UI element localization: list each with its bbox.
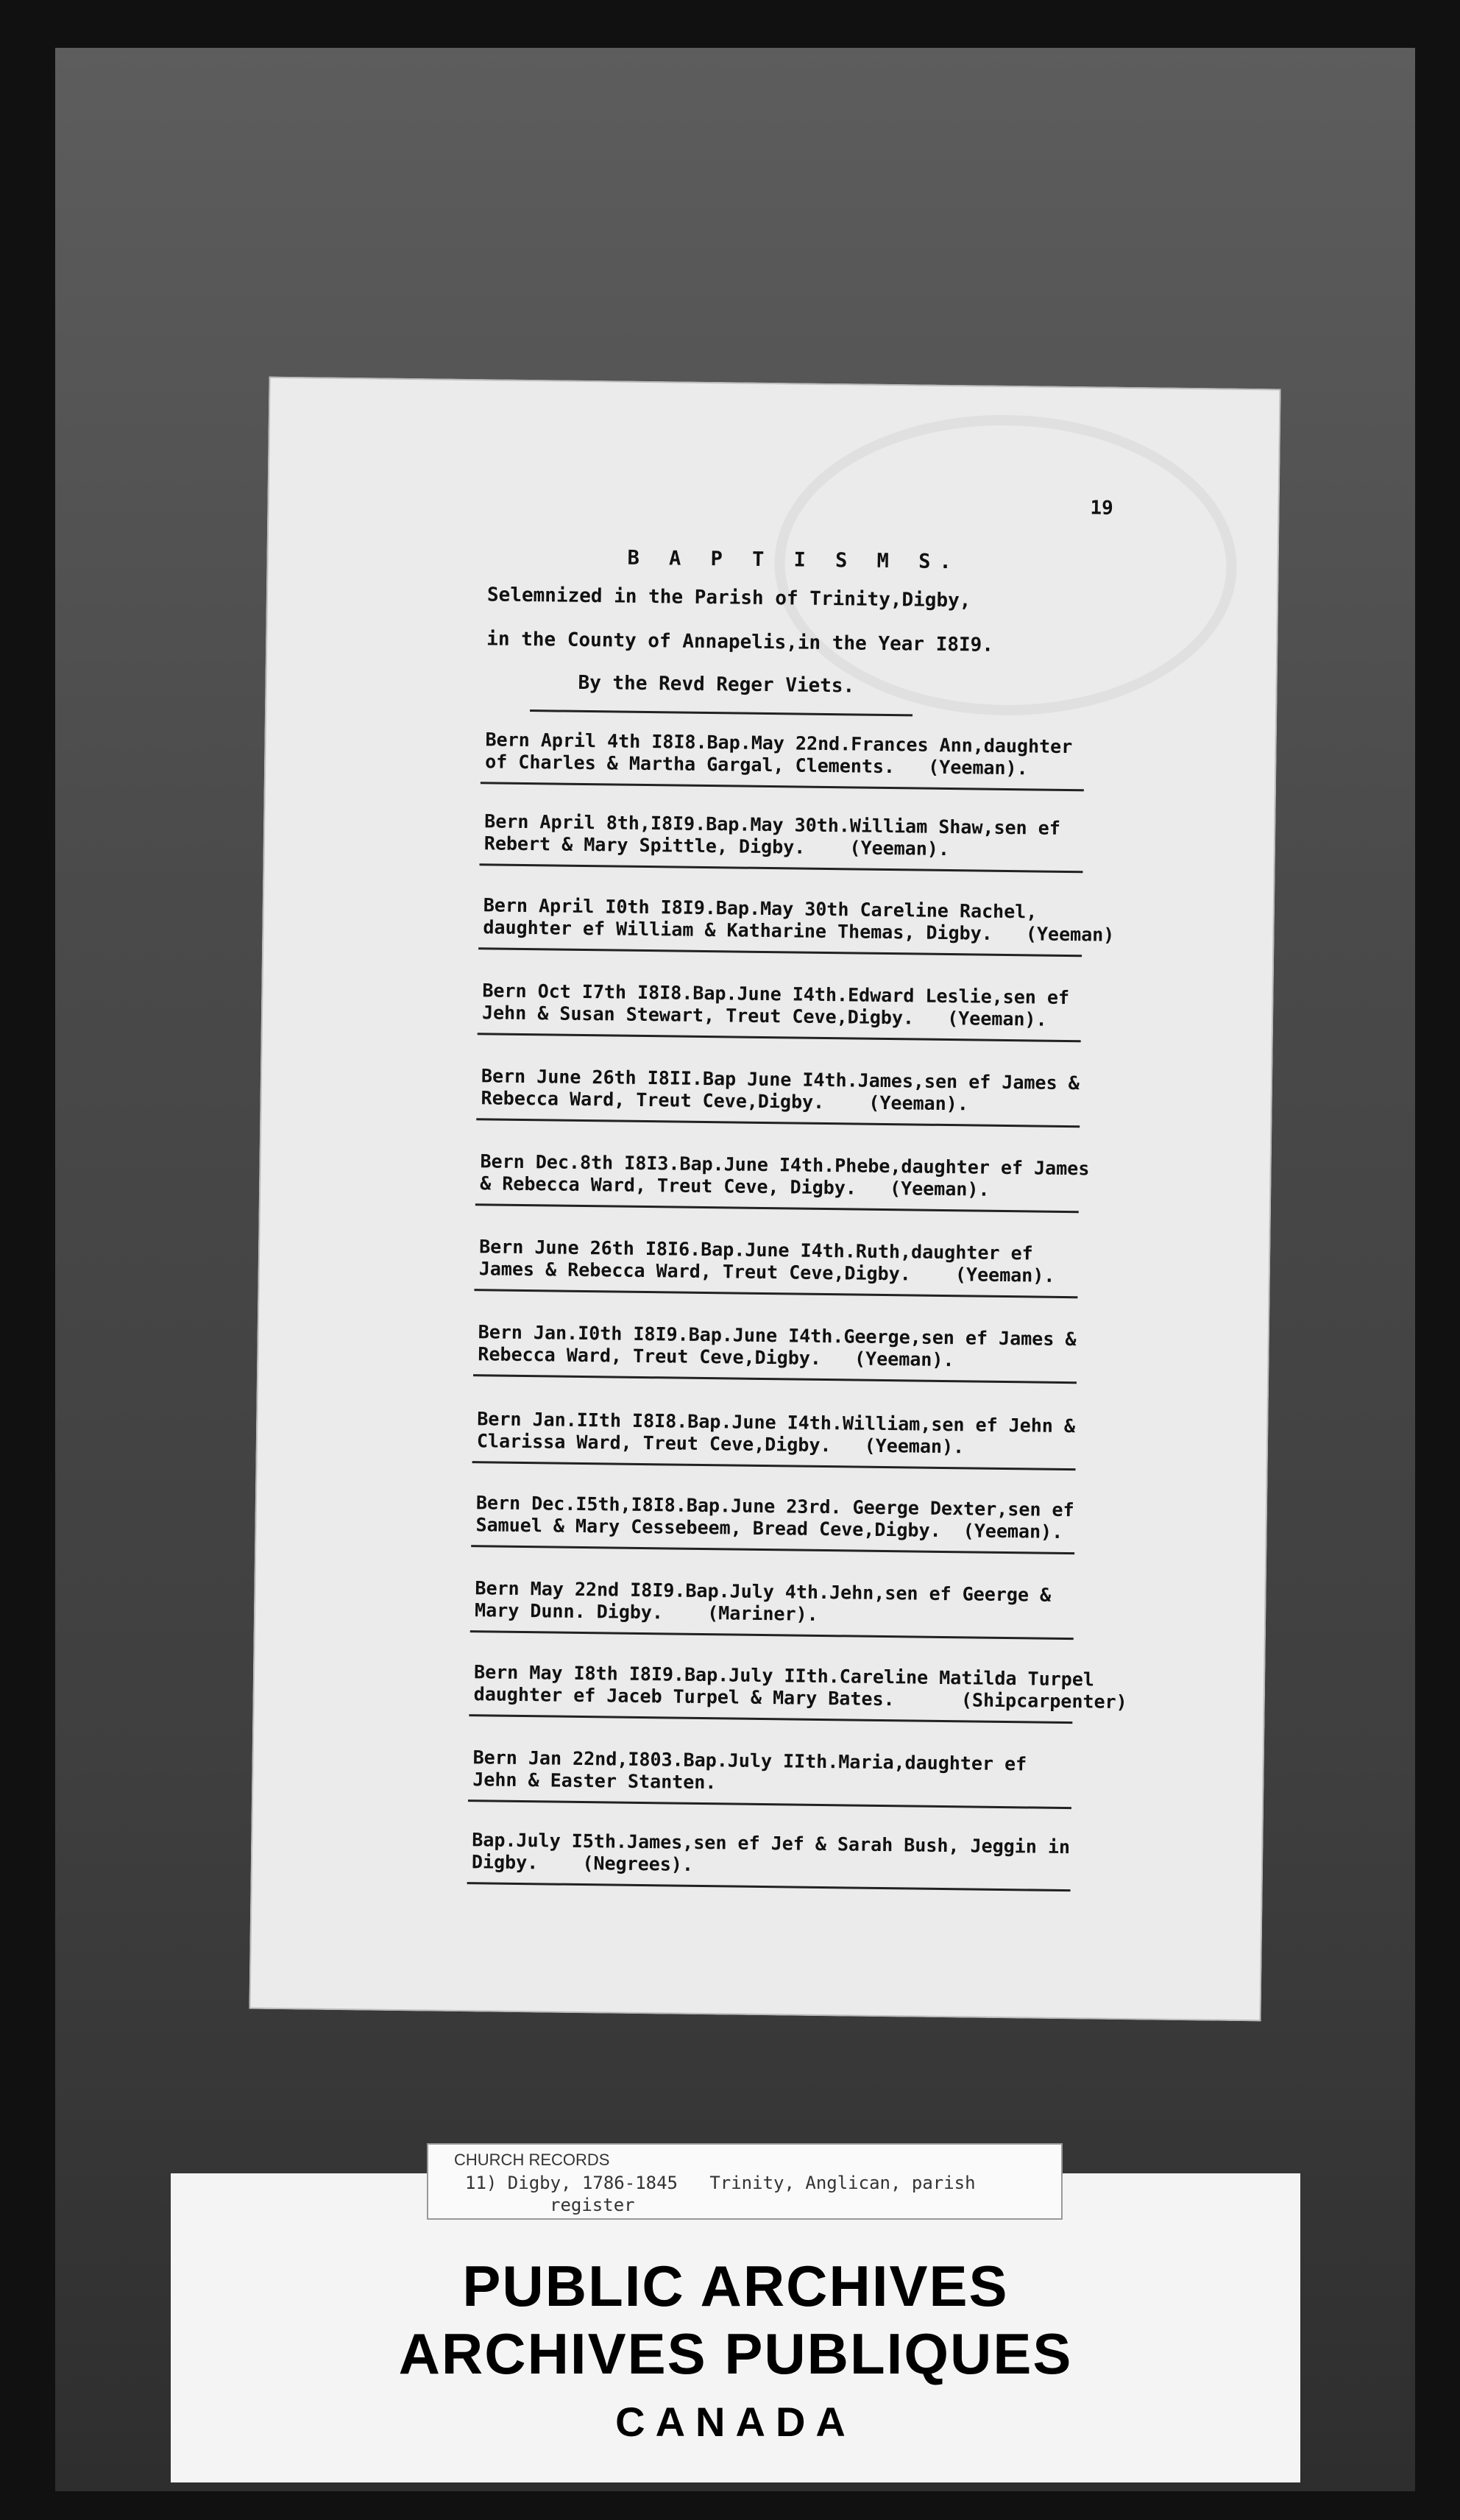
archives-line-country: CANADA (615, 2399, 856, 2445)
baptism-entry (472, 1829, 1238, 1894)
baptism-entry (480, 1150, 1246, 1215)
entry-line: Bern May I8th I8I9.Bap.July IIth.Careline Matilda Turpel (473, 1661, 1095, 1691)
entry-line: Bern June 26th I8I6.Bap.June I4th.Ruth,daughter ef (479, 1236, 1033, 1264)
entry-line: Bern April 4th I8I8.Bap.May 22nd.Frances Ann,daughter (485, 729, 1073, 758)
baptism-entries (249, 377, 1281, 2022)
entry-line: Bern Jan.IIth I8I8.Bap.June I4th.William,sen ef Jehn & (477, 1408, 1076, 1437)
baptism-entry (473, 1661, 1239, 1726)
entry-line: Bern April I0th I8I9.Bap.May 30th Careline Rachel, (483, 894, 1038, 923)
entry-line: Clarissa Ward, Treut Ceve,Digby. (Yeeman). (476, 1430, 965, 1458)
entry-divider (469, 1714, 1072, 1724)
entry-line: daughter ef William & Katharine Themas, Digby. (Yeeman) (483, 916, 1115, 946)
entry-divider (470, 1630, 1074, 1640)
baptism-entry (481, 1065, 1247, 1130)
page-number: 19 (1090, 497, 1113, 520)
baptism-entry (477, 1408, 1243, 1473)
entry-line: Mary Dunn. Digby. (Mariner). (474, 1599, 818, 1625)
entry-line: Rebecca Ward, Treut Ceve,Digby. (Yeeman). (481, 1087, 969, 1115)
entry-divider (478, 1033, 1081, 1042)
entry-divider (472, 1461, 1076, 1470)
entry-divider (474, 1289, 1077, 1298)
entry-line: daughter ef Jaceb Turpel & Mary Bates. (Shipcarpenter) (473, 1683, 1127, 1713)
entry-line: Digby. (Negrees). (471, 1851, 694, 1875)
entry-line: Bern April 8th,I8I9.Bap.May 30th.William Shaw,sen ef (484, 810, 1061, 839)
entry-divider (476, 1118, 1080, 1128)
entry-line: & Rebecca Ward, Treut Ceve, Digby. (Yeeman). (480, 1172, 990, 1200)
entry-line: Jehn & Easter Stanten. (472, 1769, 717, 1794)
archives-stamp-card (171, 2173, 1300, 2482)
entry-line: Samuel & Mary Cessebeem, Bread Ceve,Digby. (Yeeman). (475, 1514, 1063, 1543)
baptism-entry (483, 894, 1249, 959)
catalog-label-collection: 11) Digby, 1786-1845 Trinity, Anglican, parish (465, 2173, 976, 2193)
entry-line: Rebert & Mary Spittle, Digby. (Yeeman). (483, 832, 950, 860)
entry-divider (471, 1545, 1074, 1554)
catalog-label-category: CHURCH RECORDS (454, 2151, 610, 2169)
entry-divider (475, 1203, 1079, 1213)
baptism-entry (472, 1746, 1238, 1811)
entry-divider (473, 1374, 1077, 1384)
entry-divider (467, 1882, 1071, 1891)
entry-line: Jehn & Susan Stewart, Treut Ceve,Digby. (Yeeman). (481, 1002, 1047, 1030)
archives-line-english: PUBLIC ARCHIVES (462, 2254, 1009, 2318)
entry-divider (480, 863, 1083, 873)
entry-line: Bern Dec.I5th,I8I8.Bap.June 23rd. Geerge Dexter,sen ef (475, 1492, 1074, 1521)
entry-divider (468, 1799, 1071, 1809)
baptism-entry (485, 729, 1251, 793)
entry-line: Bern May 22nd I8I9.Bap.July 4th.Jehn,sen ef Geerge & (475, 1577, 1052, 1606)
entry-line: Bern Jan.I0th I8I9.Bap.June I4th.Geerge,sen ef James & (478, 1321, 1077, 1351)
register-page (249, 377, 1281, 2022)
entry-line: Rebecca Ward, Treut Ceve,Digby. (Yeeman). (478, 1343, 954, 1371)
entry-line: of Charles & Martha Gargal, Clements. (Yeeman). (485, 751, 1028, 779)
archives-line-french: ARCHIVES PUBLIQUES (398, 2321, 1073, 2386)
subtitle-line: By the Revd Reger Viets. (578, 671, 855, 698)
baptism-entry (475, 1577, 1241, 1642)
baptism-entry (478, 1321, 1244, 1386)
entry-divider (478, 947, 1082, 957)
entry-line: Bern Oct I7th I8I8.Bap.June I4th.Edward Leslie,sen ef (482, 980, 1070, 1009)
subtitle-line: in the County of Annapelis,in the Year I8I9. (486, 628, 994, 656)
entry-line: Bap.July I5th.James,sen ef Jef & Sarah Bush, Jeggin in (472, 1829, 1071, 1858)
catalog-label-type: register (550, 2195, 635, 2215)
catalog-label (427, 2143, 1063, 2220)
baptism-entry (478, 1236, 1244, 1300)
page-title: B A P T I S M S. (627, 546, 960, 574)
baptism-entry (475, 1492, 1241, 1557)
baptism-entry (484, 810, 1250, 875)
subtitle-line: Selemnized in the Parish of Trinity,Digby, (486, 584, 971, 612)
entry-line: Bern Dec.8th I8I3.Bap.June I4th.Phebe,daughter ef James (480, 1150, 1090, 1180)
baptism-entry (482, 980, 1248, 1044)
entry-line: James & Rebecca Ward, Treut Ceve,Digby. (Yeeman). (478, 1258, 1055, 1286)
entry-line: Bern June 26th I8II.Bap June I4th.James,sen ef James & (481, 1065, 1080, 1094)
entry-divider (481, 782, 1084, 791)
entry-line: Bern Jan 22nd,I803.Bap.July IIth.Maria,daughter ef (472, 1746, 1027, 1775)
